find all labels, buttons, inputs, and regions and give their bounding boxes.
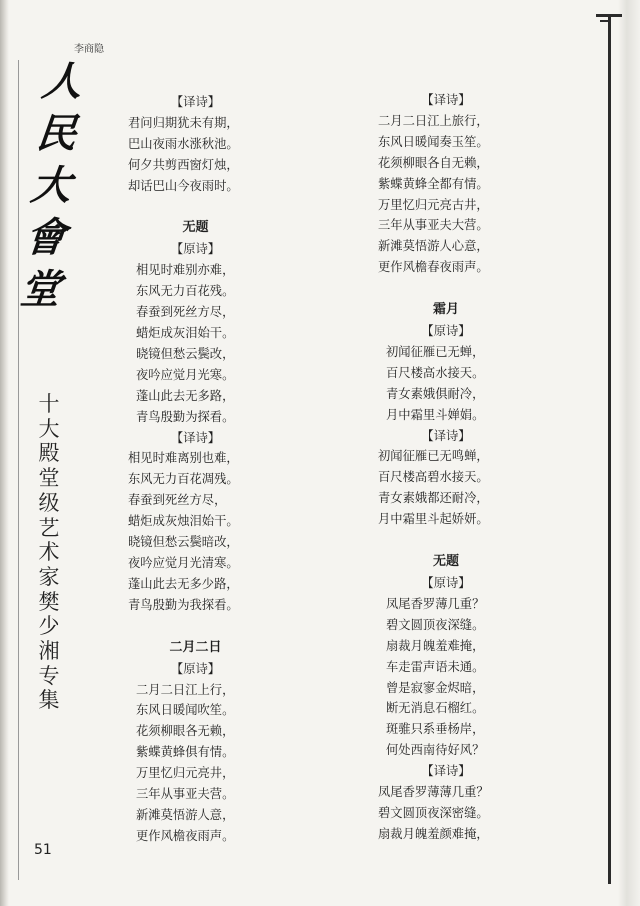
calligraphy-title: [10, 56, 91, 316]
page-number: 51: [34, 842, 52, 858]
section-tag-translation: 【译诗】: [421, 93, 471, 107]
poem-line: 青鸟殷勤为我探看。: [128, 597, 239, 612]
poem-line: 二月二日江上旅行，: [378, 113, 489, 128]
poem-line: 春蚕到死丝方尽，: [136, 305, 235, 320]
section-tag-original: 【原诗】: [170, 661, 221, 676]
poem-line: 晓镜但愁云鬓改，: [136, 346, 235, 361]
poem-line: 初闻征雁已无鸣蝉，: [378, 449, 489, 464]
poem-line: 月中霜里斗婵娟。: [386, 407, 485, 422]
poem-line: 却话巴山今夜雨时。: [128, 178, 239, 193]
page-edge: [618, 0, 640, 906]
poem-line: 万里忆归元亮古井，: [378, 197, 489, 212]
poem-line: 青女素娥俱耐冷，: [386, 386, 485, 401]
poem-line: 二月二日江上行，: [136, 682, 235, 697]
section-tag-translation: 【译诗】: [421, 764, 471, 779]
poem-line: 斑骓只系垂杨岸，: [386, 722, 485, 737]
author-name: 李商隐: [74, 44, 104, 55]
poem-line: 花须柳眼各无赖，: [136, 724, 235, 739]
poem-title: 无题: [432, 554, 459, 569]
calligraphy-char: 堂: [17, 266, 63, 313]
vertical-collection-title: [30, 392, 68, 713]
poem-line: 百尺楼高水接天。: [386, 365, 485, 380]
vertical-title-char: 家: [38, 564, 60, 589]
poem-line: 凤尾香罗薄薄几重？: [378, 785, 489, 800]
poem-line: 紫蝶黄蜂全都有情。: [378, 176, 489, 191]
margin-rule: [608, 16, 611, 884]
vertical-title-char: 专: [38, 663, 60, 688]
poem-line: 更作风檐春夜雨声。: [378, 260, 489, 275]
poem-column-left: [128, 92, 263, 847]
poem-line: 春蚕到死丝方尽，: [128, 493, 227, 508]
poem-title: 二月二日: [169, 639, 222, 655]
calligraphy-char: 人: [39, 58, 85, 105]
poem-line: 相见时难别亦难，: [136, 263, 235, 278]
poem-line: 青鸟殷勤为探看。: [136, 409, 235, 424]
vertical-title-char: 堂: [38, 466, 60, 491]
section-tag-original: 【原诗】: [421, 324, 471, 339]
poem-line: 何处西南待好风？: [386, 743, 485, 758]
poem-line: 蓬山此去无多路，: [136, 388, 235, 403]
section-tag-translation: 【译诗】: [421, 428, 471, 443]
calligraphy-char: 民: [34, 110, 79, 157]
poem-line: 百尺楼高碧水接天。: [378, 470, 489, 485]
section-tag-translation: 【译诗】: [170, 95, 221, 109]
poem-line: 新滩莫悟游人意，: [136, 807, 235, 822]
vertical-title-char: 殿: [38, 441, 60, 466]
vertical-title-char: 大: [38, 416, 60, 441]
section-tag-original: 【原诗】: [421, 576, 471, 590]
poem-line: 蜡炬成灰烛泪始干。: [128, 514, 239, 529]
poem-column-right: [378, 90, 514, 845]
poem-line: 相见时难离别也难，: [128, 451, 239, 466]
poem-line: 青女素娥都还耐冷，: [378, 491, 489, 506]
poem-line: 断无消息石榴红。: [386, 701, 485, 716]
poem-line: 扇裁月魄羞难掩，: [386, 638, 485, 653]
calligraphy-char: 會: [23, 214, 69, 261]
left-margin-line: [18, 60, 19, 880]
poem-line: 三年从事亚夫大营。: [378, 218, 489, 233]
poem-line: 初闻征雁已无蝉，: [386, 344, 485, 359]
poem-line: 晓镜但愁云鬓暗改，: [128, 535, 239, 550]
poem-line: 凤尾香罗薄几重？: [386, 596, 485, 611]
section-tag-original: 【原诗】: [170, 242, 221, 257]
poem-line: 月中霜里斗起娇妍。: [378, 512, 489, 527]
poem-line: 新滩莫悟游人心意，: [378, 239, 489, 254]
poem-line: 蜡炬成灰泪始干。: [136, 326, 235, 341]
poem-line: 东风日暖闻奏玉笙。: [378, 134, 489, 149]
poem-line: 车走雷声语未通。: [386, 659, 485, 674]
margin-rule-cap: [596, 14, 622, 17]
margin-rule-cap-small: [600, 20, 610, 22]
poem-line: 东风无力百花残。: [136, 284, 235, 299]
poem-line: 何夕共剪西窗灯烛，: [128, 157, 239, 172]
poem-title: 无题: [182, 220, 209, 236]
vertical-title-char: 艺: [38, 515, 60, 540]
poem-line: 夜吟应觉月光寒。: [136, 367, 235, 382]
poem-line: 东风无力百花凋残。: [128, 472, 239, 487]
poem-line: 万里忆归元亮井，: [136, 766, 235, 781]
poem-line: 三年从事亚夫营。: [136, 787, 235, 802]
poem-title: 霜月: [432, 302, 459, 318]
poem-line: 蓬山此去无多少路，: [128, 576, 239, 591]
section-tag-translation: 【译诗】: [170, 430, 221, 445]
poem-line: 君问归期犹未有期，: [128, 115, 239, 130]
poem-line: 更作风檐夜雨声。: [136, 828, 235, 843]
poem-line: 夜吟应觉月光清寒。: [128, 556, 239, 571]
vertical-title-char: 少: [38, 614, 60, 639]
vertical-title-char: 级: [38, 490, 60, 515]
poem-line: 扇裁月魄羞颜难掩，: [378, 826, 489, 841]
poem-line: 碧文圆顶夜深缝。: [386, 617, 485, 632]
poem-line: 巴山夜雨水涨秋池。: [128, 136, 239, 151]
vertical-title-char: 樊: [38, 589, 60, 614]
vertical-title-char: 湘: [38, 639, 60, 664]
binding-shadow: [0, 0, 9, 906]
poem-line: 东风日暖闻吹笙。: [136, 703, 235, 718]
poem-line: 碧文圆顶夜深密缝。: [378, 805, 489, 820]
calligraphy-char: 大: [28, 162, 74, 209]
vertical-title-char: 术: [38, 540, 60, 565]
poem-line: 紫蝶黄蜂俱有情。: [136, 745, 235, 760]
vertical-title-char: 集: [38, 688, 60, 713]
poem-line: 曾是寂寥金烬暗，: [386, 680, 485, 695]
vertical-title-char: 十: [38, 392, 60, 416]
poem-line: 花须柳眼各自无赖，: [378, 155, 489, 170]
